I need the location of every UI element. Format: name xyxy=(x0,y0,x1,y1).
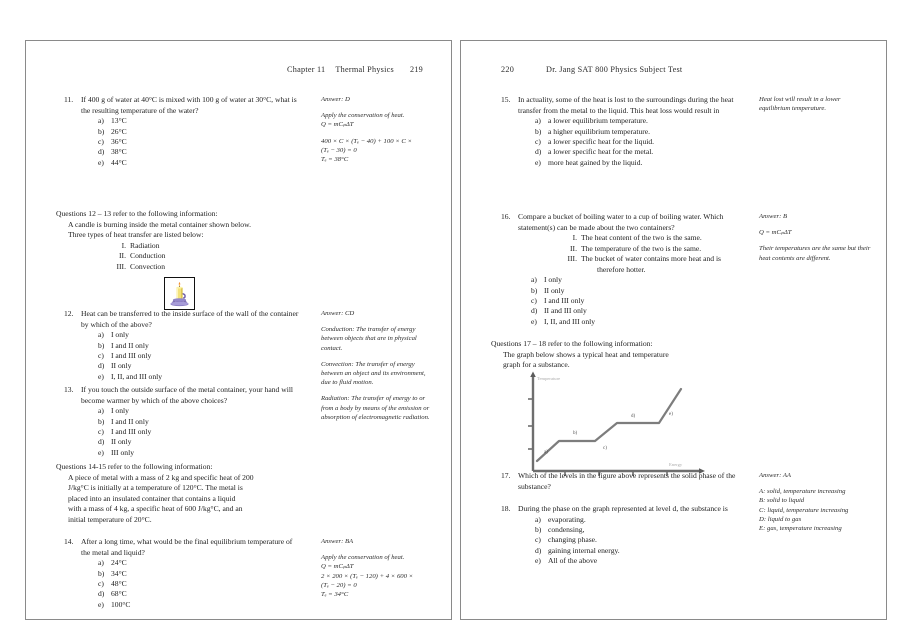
choice-e[interactable] xyxy=(98,600,302,610)
question-16-text: Compare a bucket of boiling water to a cup of boiling water. Which statement(s) can be made about the two containers? xyxy=(518,212,724,232)
choice-label: a) xyxy=(535,514,541,524)
note-convection: Convection: The transfer of energy between an object and its environment, due to fluid motion. xyxy=(321,360,426,387)
choice-text: I and III only xyxy=(111,351,152,360)
legend-b: B: solid to liquid xyxy=(759,497,805,505)
question-12-answer xyxy=(321,309,435,422)
choice-c[interactable] xyxy=(531,296,739,306)
choice-text: II only xyxy=(111,437,132,447)
stem-line-5: initial temperature of 20°C. xyxy=(68,514,152,524)
question-16-number: 16. xyxy=(501,212,511,221)
choice-d[interactable] xyxy=(98,437,302,447)
question-14-number: 14. xyxy=(64,537,74,546)
choice-text: 38°C xyxy=(111,147,127,157)
choice-label: a) xyxy=(535,116,541,126)
choice-b[interactable] xyxy=(535,525,739,535)
choice-text: 13°C xyxy=(111,116,127,126)
choice-label: e) xyxy=(535,556,541,566)
answer-math-line: Q = mCₚΔT xyxy=(759,229,792,237)
choice-text: a lower specific heat for the metal. xyxy=(548,147,654,157)
choice-text: I only xyxy=(111,406,129,416)
roman-label: II. xyxy=(119,251,126,261)
roman-label: I. xyxy=(121,240,126,250)
left-page-body xyxy=(26,87,451,619)
question-18-number: 18. xyxy=(501,504,511,513)
answer-heading: Answer: D xyxy=(321,96,350,103)
choice-text: 100°C xyxy=(111,599,131,609)
segment-label-e: e) xyxy=(669,412,673,417)
stem-line-3: placed into an insulated container that contains a liquid xyxy=(68,493,236,503)
segment-label-a: a) xyxy=(544,450,548,455)
choice-label: e) xyxy=(98,599,104,609)
choice-text: more heat gained by the liquid. xyxy=(548,157,643,167)
choice-text: II and III only xyxy=(544,306,587,316)
choice-label: b) xyxy=(98,340,105,350)
roman-label: I. xyxy=(572,233,577,243)
stem-lead: Questions 14-15 refer to the following information: xyxy=(56,462,213,471)
question-16-choices xyxy=(531,275,739,327)
choice-text: 36°C xyxy=(111,137,127,146)
choice-a[interactable] xyxy=(98,116,302,126)
heating-curve-graph xyxy=(519,371,719,483)
choice-text: evaporating. xyxy=(548,514,586,524)
question-17-text: Which of the levels in the figure above represents the solid phase of the substance? xyxy=(518,471,736,491)
question-14-choices xyxy=(98,558,302,610)
choice-text: III only xyxy=(111,447,134,457)
y-axis-title: Temperature xyxy=(537,376,561,381)
choice-d[interactable] xyxy=(535,546,739,556)
legend-a: A: solid, temperature increasing xyxy=(759,488,846,496)
choice-e[interactable] xyxy=(531,317,739,327)
stem-line-4: with a mass of 4 kg, a specific heat of 600 J/kg°C, and an xyxy=(68,504,243,514)
answer-heading: Answer: BA xyxy=(321,538,354,545)
choice-label: b) xyxy=(98,416,105,426)
roman-item-ii xyxy=(110,251,326,262)
choice-text: a lower specific heat for the liquid. xyxy=(548,137,655,146)
question-11-answer xyxy=(321,95,435,164)
choice-text: condensing, xyxy=(548,525,585,534)
choice-label: b) xyxy=(531,285,538,295)
stem-questions-12-13 xyxy=(56,209,326,272)
roman-text: The bucket of water contains more heat and is xyxy=(581,254,722,264)
roman-text: therefore hotter. xyxy=(597,264,646,274)
choice-label: c) xyxy=(535,535,541,545)
choice-a[interactable] xyxy=(531,275,739,285)
choice-text: 34°C xyxy=(111,568,127,578)
choice-label: d) xyxy=(98,589,105,599)
answer-note: Their temperatures are the same but their heat contents are different. xyxy=(759,245,871,262)
choice-a[interactable] xyxy=(535,515,739,525)
question-13-text: If you touch the outside surface of the metal container, your hand will become warmer by which of the above choices? xyxy=(81,385,294,405)
choice-label: e) xyxy=(535,157,541,167)
roman-item-iii-cont xyxy=(561,265,739,276)
choice-label: b) xyxy=(535,525,542,534)
choice-label: e) xyxy=(98,371,104,381)
chapter-title: Thermal Physics xyxy=(335,65,394,74)
stem-questions-17-18 xyxy=(491,339,756,371)
choice-b[interactable] xyxy=(98,127,302,137)
question-13-number: 13. xyxy=(64,385,74,394)
choice-label: d) xyxy=(535,147,542,157)
roman-label: III. xyxy=(116,261,126,271)
choice-a[interactable] xyxy=(98,330,302,340)
choice-text: 44°C xyxy=(111,157,127,167)
question-13 xyxy=(64,385,302,458)
left-page xyxy=(25,40,452,620)
heating-curve-svg xyxy=(519,371,719,483)
question-16-roman-list xyxy=(561,233,739,275)
question-18-text: During the phase on the graph represented at level d, the substance is xyxy=(518,504,728,513)
choice-text: I, II, and III only xyxy=(111,371,163,381)
answer-math-line: Q = mCₚΔT xyxy=(321,563,354,571)
roman-text: The heat content of the two is the same. xyxy=(581,233,702,243)
question-15 xyxy=(501,95,739,168)
roman-item-i xyxy=(110,241,326,252)
choice-label: b) xyxy=(98,568,105,578)
choice-e[interactable] xyxy=(98,448,302,458)
segment-label-d: d) xyxy=(631,414,636,419)
legend-c: C: liquid, temperature increasing xyxy=(759,506,849,514)
choice-label: a) xyxy=(531,275,537,285)
choice-a[interactable] xyxy=(98,406,302,416)
question-12 xyxy=(64,309,302,382)
choice-text: I and III only xyxy=(111,427,152,436)
choice-label: e) xyxy=(98,157,104,167)
roman-text: Convection xyxy=(130,261,166,271)
choice-e[interactable] xyxy=(535,158,739,168)
roman-text: The temperature of the two is the same. xyxy=(581,243,702,253)
choice-text: I only xyxy=(544,275,562,285)
stem-questions-14-15 xyxy=(56,462,321,526)
choice-e[interactable] xyxy=(98,372,302,382)
choice-text: I only xyxy=(111,330,129,340)
choice-text: changing phase. xyxy=(548,535,597,545)
stem-line-1: The graph below shows a typical heat and temperature xyxy=(503,349,669,359)
choice-text: All of the above xyxy=(548,556,598,566)
answer-explanation: Apply the conservation of heat. xyxy=(321,112,405,120)
question-15-note xyxy=(759,95,873,113)
choice-c[interactable] xyxy=(535,137,739,147)
question-14 xyxy=(64,537,302,610)
choice-label: b) xyxy=(98,126,105,136)
choice-c[interactable] xyxy=(98,137,302,147)
choice-label: c) xyxy=(98,579,104,588)
choice-text: 24°C xyxy=(111,558,127,568)
choice-e[interactable] xyxy=(98,158,302,168)
question-11-choices xyxy=(98,116,302,168)
choice-c[interactable] xyxy=(535,535,739,545)
choice-d[interactable] xyxy=(98,361,302,371)
roman-item-iii xyxy=(110,262,326,273)
left-page-running-head xyxy=(287,65,423,74)
choice-d[interactable] xyxy=(98,147,302,157)
choice-label: a) xyxy=(98,330,104,340)
answer-heading: Answer: B xyxy=(759,213,788,220)
question-16-answer xyxy=(759,212,873,263)
stem-line-2: Three types of heat transfer are listed below: xyxy=(68,230,204,240)
question-14-text: After a long time, what would be the final equilibrium temperature of the metal and liquid? xyxy=(81,537,293,557)
candle-icon xyxy=(165,278,194,309)
question-17-number: 17. xyxy=(501,471,511,480)
choice-e[interactable] xyxy=(535,556,739,566)
choice-d[interactable] xyxy=(531,306,739,316)
roman-label: III. xyxy=(567,254,577,264)
right-page xyxy=(460,40,887,620)
stem-line-1: A candle is burning inside the metal container shown below. xyxy=(68,219,251,229)
answer-math-line: Tₑ = 38°C xyxy=(321,156,349,164)
choice-label: d) xyxy=(531,306,538,316)
roman-item-ii xyxy=(561,244,739,255)
choice-label: e) xyxy=(531,316,537,326)
choice-d[interactable] xyxy=(98,589,302,599)
choice-b[interactable] xyxy=(98,569,302,579)
roman-text: Radiation xyxy=(130,240,160,250)
choice-a[interactable] xyxy=(535,116,739,126)
choice-label: c) xyxy=(531,296,537,305)
choice-label: a) xyxy=(98,116,104,126)
answer-math-line: (Tₑ − 30) = 0 xyxy=(321,146,357,154)
roman-item-iii xyxy=(561,254,739,265)
choice-text: 26°C xyxy=(111,126,127,136)
stem-lead: Questions 12 – 13 refer to the following information: xyxy=(56,209,218,218)
right-page-running-head xyxy=(501,65,682,74)
question-12-choices xyxy=(98,330,302,382)
right-page-number: 220 xyxy=(501,65,515,74)
candle-figure xyxy=(164,277,195,310)
choice-text: gaining internal energy. xyxy=(548,545,620,555)
question-14-answer xyxy=(321,537,435,599)
choice-text: II only xyxy=(111,361,132,371)
right-page-body xyxy=(461,87,886,619)
choice-label: e) xyxy=(98,447,104,457)
stem-lead: Questions 17 – 18 refer to the following information: xyxy=(491,339,653,348)
roman-text: Conduction xyxy=(130,251,166,261)
x-axis-title: Energy xyxy=(669,462,683,467)
chapter-number: Chapter 11 xyxy=(287,65,326,74)
choice-label: b) xyxy=(535,126,542,136)
heating-curve-line xyxy=(537,389,681,461)
choice-c[interactable] xyxy=(98,579,302,589)
question-15-text: In actuality, some of the heat is lost to the surroundings during the heat transfer from the metal to the liquid. This heat loss would result in xyxy=(518,95,734,115)
choice-text: I, II, and III only xyxy=(544,316,596,326)
y-axis-arrow xyxy=(530,372,536,378)
question-11 xyxy=(64,95,302,168)
book-title: Dr. Jang SAT 800 Physics Subject Test xyxy=(546,65,683,74)
choice-label: c) xyxy=(98,427,104,436)
answer-math-line: Q = mCₚΔT xyxy=(321,121,354,129)
answer-math-line: 2 × 200 × (Tₑ − 120) + 4 × 600 × xyxy=(321,572,414,580)
choice-label: a) xyxy=(98,558,104,568)
answer-note: Heat lost will result in a lower equilibrium temperature. xyxy=(759,96,841,113)
answer-explanation: Apply the conservation of heat. xyxy=(321,554,405,562)
note-radiation: Radiation: The transfer of energy to or from a body by means of the emission or absorption of electromagnetic radiation. xyxy=(321,395,430,421)
question-17-answer xyxy=(759,471,873,533)
question-17 xyxy=(501,471,739,492)
answer-heading: Answer: CD xyxy=(321,310,355,317)
legend-d: D: liquid to gas xyxy=(759,515,802,523)
question-15-choices xyxy=(535,116,739,168)
choice-label: c) xyxy=(98,137,104,146)
roman-label: II. xyxy=(570,243,577,253)
question-16 xyxy=(501,212,739,327)
segment-label-c: c) xyxy=(603,446,607,451)
choice-a[interactable] xyxy=(98,558,302,568)
choice-label: a) xyxy=(98,406,104,416)
choice-label: d) xyxy=(98,437,105,447)
choice-text: a lower equilibrium temperature. xyxy=(548,116,648,126)
choice-label: c) xyxy=(535,137,541,146)
legend-e: E: gas, temperature increasing xyxy=(759,525,842,533)
choice-b[interactable] xyxy=(98,341,302,351)
question-11-text: If 400 g of water at 40°C is mixed with 100 g of water at 30°C, what is the resulting temperature of the water? xyxy=(81,95,297,115)
choice-label: c) xyxy=(98,351,104,360)
note-conduction: Conduction: The transfer of energy between objects that are in physical contact. xyxy=(321,326,417,352)
choice-text: II only xyxy=(544,285,565,295)
segment-label-b: b) xyxy=(573,431,578,436)
question-13-choices xyxy=(98,406,302,458)
answer-heading: Answer: AA xyxy=(759,472,792,479)
stem-line-1: A piece of metal with a mass of 2 kg and specific heat of 200 xyxy=(68,472,254,482)
choice-text: I and III only xyxy=(544,296,585,305)
stem-roman-list xyxy=(110,241,326,273)
choice-d[interactable] xyxy=(535,147,739,157)
choice-text: 48°C xyxy=(111,579,127,588)
question-12-text: Heat can be transferred to the inside surface of the wall of the container by which of the above? xyxy=(81,309,299,329)
answer-math-line: 400 × C × (Tₑ − 40) + 100 × C × xyxy=(321,137,413,145)
question-18-choices xyxy=(535,515,739,567)
answer-math-line: (Tₑ − 20) = 0 xyxy=(321,581,357,589)
choice-text: a higher equilibrium temperature. xyxy=(548,126,651,136)
choice-text: I and II only xyxy=(111,340,149,350)
choice-b[interactable] xyxy=(535,127,739,137)
choice-label: d) xyxy=(98,147,105,157)
question-18 xyxy=(501,504,739,567)
left-page-number: 219 xyxy=(409,65,423,74)
question-12-number: 12. xyxy=(64,309,74,318)
question-15-number: 15. xyxy=(501,95,511,104)
choice-c[interactable] xyxy=(98,351,302,361)
stem-line-2: graph for a substance. xyxy=(503,360,570,370)
answer-math-line: Tₑ = 34°C xyxy=(321,591,349,599)
choice-c[interactable] xyxy=(98,427,302,437)
question-11-number: 11. xyxy=(64,95,74,104)
choice-label: d) xyxy=(535,545,542,555)
choice-text: I and II only xyxy=(111,416,149,426)
stem-line-2: J/kg°C is initially at a temperature of 120°C. The metal is xyxy=(68,483,243,493)
choice-b[interactable] xyxy=(98,417,302,427)
choice-text: 68°C xyxy=(111,589,127,599)
choice-label: d) xyxy=(98,361,105,371)
roman-item-i xyxy=(561,233,739,244)
choice-b[interactable] xyxy=(531,286,739,296)
